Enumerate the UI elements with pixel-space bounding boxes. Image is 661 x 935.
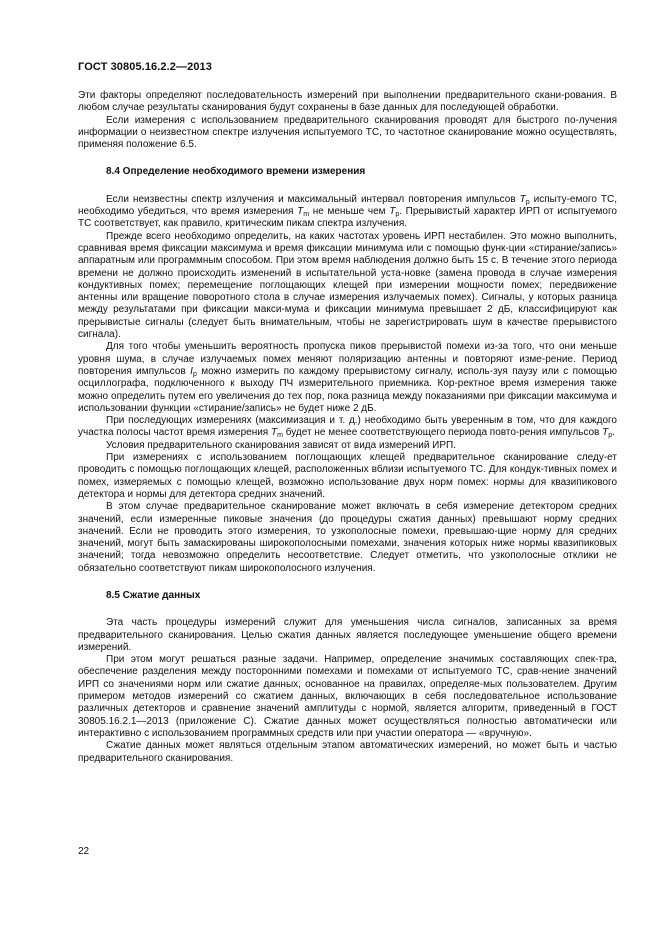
section-heading: 8.5 Сжатие данных [106,589,201,601]
paragraph: При последующих измерениях (максимизация и т. д.) необходимо быть уверенным в том, что для каждого участка полосы частот время измерения $T_m$ будет не менее соответствующего периода повто-рения импульсов $T_p$. [78,415,617,440]
paragraph: Если измерения с использованием предварительного сканирования проводят для быстрого по-лучения информации о неизвестном спектре излучения испытуемого ТС, то частотное сканирование можно осуществлять, применяя положение 6.5. [78,114,617,151]
paragraph: Сжатие данных может являться отдельным этапом автоматических измерений, но может быть и частью предварительного сканирования. [78,740,617,764]
math-symbol: T [602,427,609,439]
section-heading: 8.4 Определение необходимого времени измерения [106,166,366,178]
paragraph: Эти факторы определяют последовательность измерений при выполнении предварительного скани-рования. В любом случае результаты сканирования будут сохранены в базе данных для последующей обработки. [78,90,617,114]
paragraph: В этом случае предварительное сканирование может включать в себя измерение детектором средних значений, если измеренные пиковые значения (до процедуры сжатия данных) превышают норму средних значений. Если не проводить этого измерения, то узкополосные помехи, превышаю-щие норму для средних значений, могут быть замаскированы широкополосными помехами, значения которых ниже нормы квазипиковых значений; тогда невозможно определить несоответствие. Следует отметить, что узкополосные отклики не обязательно соответствуют пикам широкополосного излучения. [78,501,617,574]
math-symbol: T [297,206,304,218]
paragraph: При измерениях с использованием поглощающих клещей предварительное сканирование следу-ет проводить с помощью поглощающих клещей, расположенных вблизи испытуемого ТС. Для кондук-тивных помех и помех, измеряемых с помощью клещей, возможно использование двух норм помех: нормы для квазипикового детектора и нормы для детектора средних значений. [78,452,617,500]
math-symbol: T [519,193,526,205]
paragraph: Для того чтобы уменьшить вероятность пропуска пиков прерывистой помехи из-за того, что они меньше уровня шума, в случае излучаемых помех меняют поляризацию антенны и повторяют изме-рение. Период повторения импульсов $I_p$ можно измерить по каждому прерывистому сигналу, исполь-зуя паузу или с помощью осциллографа, подключенного к выходу ПЧ измерительного приемника. Кор-ректное время измерения также можно определить путем его увеличения до тех пор, пока разница между показаниями при фиксации максимума и использовании функции «стирание/запись» не будет ниже 2 дБ. [78,341,617,414]
math-symbol: T [389,206,396,218]
paragraph: Прежде всего необходимо определить, на каких частотах уровень ИРП нестабилен. Это можно выполнить, сравнивая время фиксации максимума и время фиксации минимума или с помощью функ-ции «стирание/запись» аппаратным или программным способом. При этом время наблюдения должно быть 15 с. В течение этого периода времени не должно происходить изменений в испытательной уста-новке (замена провода в случае измерения кондуктивных помех; перемещение поглощающих клещей при измерении мощности помех; передвижение антенны или вращение поворотного стола в случае измерения излучаемых помех). Сигналы, у которых разница между результатами при фиксации макси-мума и фиксации минимума превышает 2 дБ, классифицируют как прерывистые сигналы (следует быть внимательным, чтобы не зарегистрировать шум в качестве прерывистого сигнала). [78,230,617,341]
document-body [78,90,617,765]
paragraph: Если неизвестны спектр излучения и максимальный интервал повторения импульсов $T_p$ испыту-емого ТС, необходимо убедиться, что время измерения $T_m$ не меньше чем $T_p$. Прерывистый характер ИРП от испытуемого ТС соответствует, как правило, критическим пикам спектра излучения. [78,193,617,230]
paragraph: Эта часть процедуры измерений служит для уменьшения числа сигналов, записанных за время предварительного сканирования. Целью сжатия данных является последующее уменьшение общего времени измерений. [78,617,617,653]
page-number: 22 [78,846,90,857]
math-symbol: I [190,365,193,377]
math-symbol: T [271,427,278,439]
document-header: ГОСТ 30805.16.2.2—2013 [78,61,212,73]
paragraph: При этом могут решаться разные задачи. Например, определение значимых составляющих спек-тра, обеспечение разделения между посторонними помехами и помехами от испытуемого ТС, срав-нение значений ИРП со значениями норм или сжатие данных, основанное на правилах, определяе-мых пользователем. Другим примером методов измерений со сжатием данных, включающих в себя последовательное использование различных детекторов и сравнение значений амплитуды с нормой, является алгоритм, приведенный в ГОСТ 30805.16.2.1—2013 (приложение С). Сжатие данных может осуществляться полностью автоматически или интерактивно с использованием программных средств или при участии оператора — «вручную». [78,654,617,739]
paragraph: Условия предварительного сканирования зависят от вида измерений ИРП. [106,439,457,451]
